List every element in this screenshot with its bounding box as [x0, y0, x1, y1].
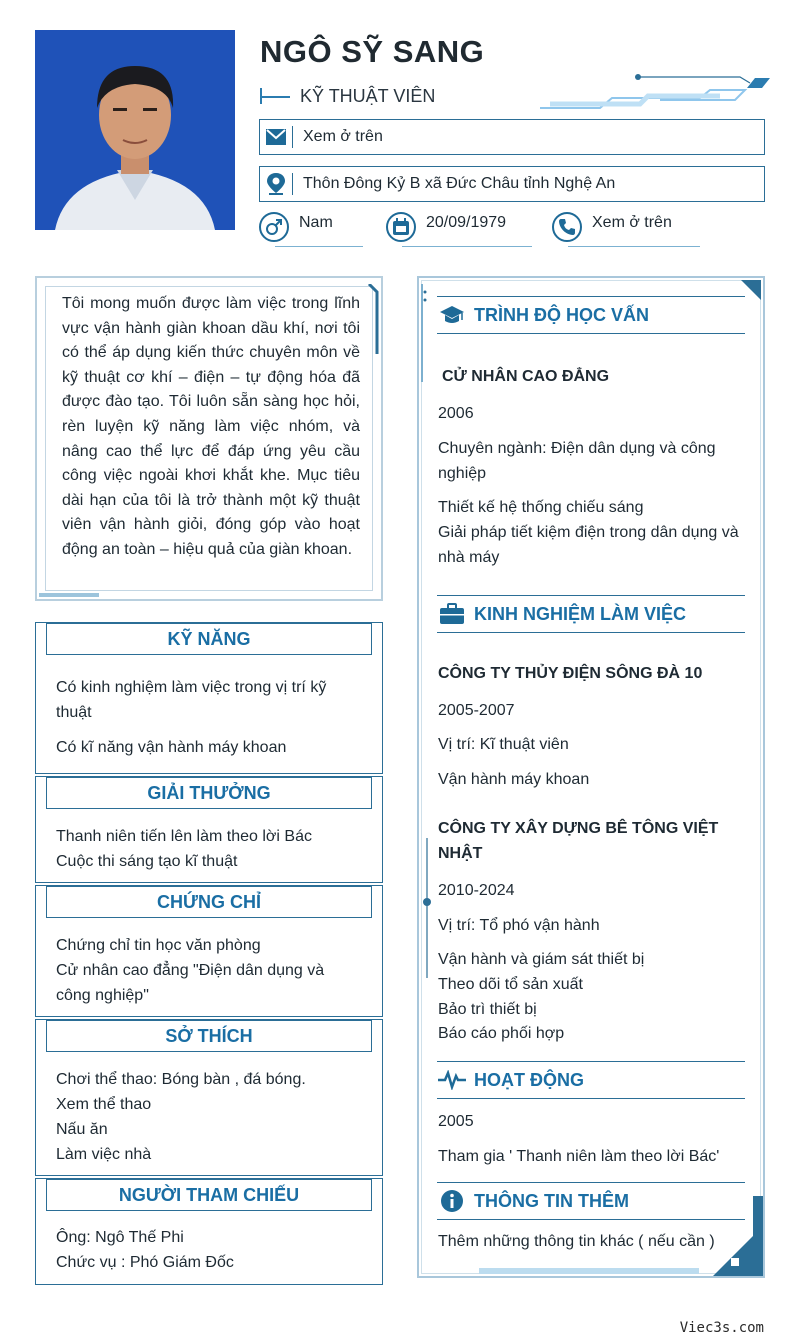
- hobby-item: Xem thể thao: [56, 1096, 152, 1113]
- graduation-cap-icon: [437, 300, 467, 330]
- skill-item: Có kĩ năng vận hành máy khoan: [56, 739, 287, 756]
- objective-text: Tôi mong muốn được làm việc trong lĩnh vực vận hành giàn khoan dầu khí, nơi tôi có thể áp dụng kiến thức chuyên môn về kỹ thuật cơ khí – điện – tự động hóa đã được đào tạo. Tôi luôn sẵn sàng học hỏi, rèn luyện kỹ năng làm việc nhóm, và nâng cao thể lực để đáp ứng yêu cầu công việc ngoài khơi khắt khe. Mục tiêu dài hạn của tôi là trở thành một kỹ thuật viên vận hành giỏi, đóng góp vào hoạt động an toàn – hiệu quả của giàn khoan.: [62, 295, 360, 558]
- job-task: Bảo trì thiết bị: [438, 1001, 537, 1018]
- job-title: KỸ THUẬT VIÊN: [300, 85, 436, 106]
- phone-value: Xem ở trên: [592, 214, 672, 231]
- info-icon: [437, 1186, 467, 1216]
- location-pin-icon: [260, 167, 292, 201]
- hobby-item: Làm việc nhà: [56, 1146, 152, 1163]
- title-marker: [260, 86, 292, 106]
- additional-text: Thêm những thông tin khác ( nếu cần ): [438, 1233, 715, 1250]
- birthday-underline: [402, 246, 532, 247]
- activities-title: HOẠT ĐỘNG: [474, 1069, 584, 1090]
- job-company: CÔNG TY THỦY ĐIỆN SÔNG ĐÀ 10: [438, 665, 703, 682]
- birthday-value: 20/09/1979: [426, 214, 507, 231]
- skills-heading: KỸ NĂNG: [46, 623, 372, 655]
- skills-list: [56, 675, 362, 760]
- frame-left-timeline-accent: [419, 838, 435, 978]
- job-task: Theo dõi tổ sản xuất: [438, 976, 583, 993]
- references-list: [56, 1225, 362, 1275]
- awards-heading: GIẢI THƯỞNG: [46, 777, 372, 809]
- gender-icon: [259, 212, 289, 242]
- job-title-row: [260, 84, 435, 108]
- additional-title: THÔNG TIN THÊM: [474, 1190, 629, 1211]
- job-company: CÔNG TY XÂY DỰNG BÊ TÔNG VIỆT NHẬT: [438, 820, 719, 862]
- job-task: Vận hành và giám sát thiết bị: [438, 951, 645, 968]
- envelope-icon: [260, 120, 292, 154]
- awards-list: [56, 824, 362, 874]
- activity-description: Tham gia ' Thanh niên làm theo lời Bác': [438, 1148, 720, 1165]
- certificates-section: [35, 885, 383, 1017]
- certificates-heading: CHỨNG CHỈ: [46, 886, 372, 918]
- hobby-item: Nấu ăn: [56, 1121, 108, 1138]
- phone-icon: [552, 212, 582, 242]
- certificate-item: Chứng chỉ tin học văn phòng: [56, 937, 261, 954]
- skill-item: Có kinh nghiệm làm việc trong vị trí kỹ thuật: [56, 679, 327, 721]
- briefcase-icon: [437, 599, 467, 629]
- education-degree: CỬ NHÂN CAO ĐẲNG: [442, 368, 610, 385]
- hobby-item: Chơi thể thao: Bóng bàn , đá bóng.: [56, 1071, 306, 1088]
- heartbeat-icon: [437, 1065, 467, 1095]
- decorative-circuit-lines: [540, 74, 770, 114]
- profile-photo: [35, 30, 235, 230]
- candidate-name: NGÔ SỸ SANG: [260, 34, 485, 69]
- portrait-image: [35, 30, 235, 230]
- skills-section: [35, 622, 383, 774]
- objective-corner-accent: [39, 581, 99, 597]
- additional-heading: [437, 1182, 745, 1220]
- certificates-list: [56, 933, 362, 1008]
- job-task: Vận hành máy khoan: [438, 771, 590, 788]
- award-item: Cuộc thi sáng tạo kĩ thuật: [56, 853, 238, 870]
- education-heading: [437, 296, 745, 334]
- hobbies-section: [35, 1019, 383, 1176]
- experience-title: KINH NGHIỆM LÀM VIỆC: [474, 603, 687, 624]
- references-heading: NGƯỜI THAM CHIẾU: [46, 1179, 372, 1211]
- calendar-icon: [386, 212, 416, 242]
- email-field: [259, 119, 765, 155]
- frame-bottom-bar-accent: [479, 1264, 699, 1276]
- activity-year: 2005: [438, 1113, 474, 1130]
- certificate-item: Cử nhân cao đẳng "Điện dân dụng và công nghiệp": [56, 962, 325, 1004]
- job-task: Báo cáo phối hợp: [438, 1025, 565, 1042]
- education-topic: Thiết kế hệ thống chiếu sáng: [438, 499, 644, 516]
- education-major: Chuyên ngành: Điện dân dụng và công nghiệp: [438, 440, 716, 482]
- gender-value: Nam: [299, 214, 333, 231]
- education-year: 2006: [438, 405, 474, 422]
- address-field: [259, 166, 765, 202]
- education-title: TRÌNH ĐỘ HỌC VẤN: [474, 304, 649, 325]
- hobbies-heading: SỞ THÍCH: [46, 1020, 372, 1052]
- job-position: Vị trí: Kĩ thuật viên: [438, 736, 569, 753]
- awards-section: [35, 776, 383, 883]
- objective-frame-accent: [367, 284, 379, 364]
- address-value: Thôn Đông Kỷ B xã Đức Châu tỉnh Nghệ An: [303, 175, 616, 192]
- reference-item: Ông: Ngô Thế Phi: [56, 1229, 184, 1246]
- hobbies-list: [56, 1067, 362, 1167]
- objective-box: [35, 276, 383, 601]
- education-topic: Giải pháp tiết kiệm điện trong dân dụng và nhà máy: [438, 524, 739, 566]
- email-value: Xem ở trên: [303, 128, 383, 145]
- reference-item: Chức vụ : Phó Giám Đốc: [56, 1254, 234, 1271]
- references-section: [35, 1178, 383, 1285]
- gender-underline: [275, 246, 363, 247]
- watermark: Viec3s.com: [679, 1320, 764, 1336]
- job-period: 2010-2024: [438, 882, 515, 899]
- experience-heading: [437, 595, 745, 633]
- job-position: Vị trí: Tổ phó vận hành: [438, 917, 600, 934]
- job-period: 2005-2007: [438, 702, 515, 719]
- phone-underline: [568, 246, 700, 247]
- activities-heading: [437, 1061, 745, 1099]
- award-item: Thanh niên tiến lên làm theo lời Bác: [56, 828, 312, 845]
